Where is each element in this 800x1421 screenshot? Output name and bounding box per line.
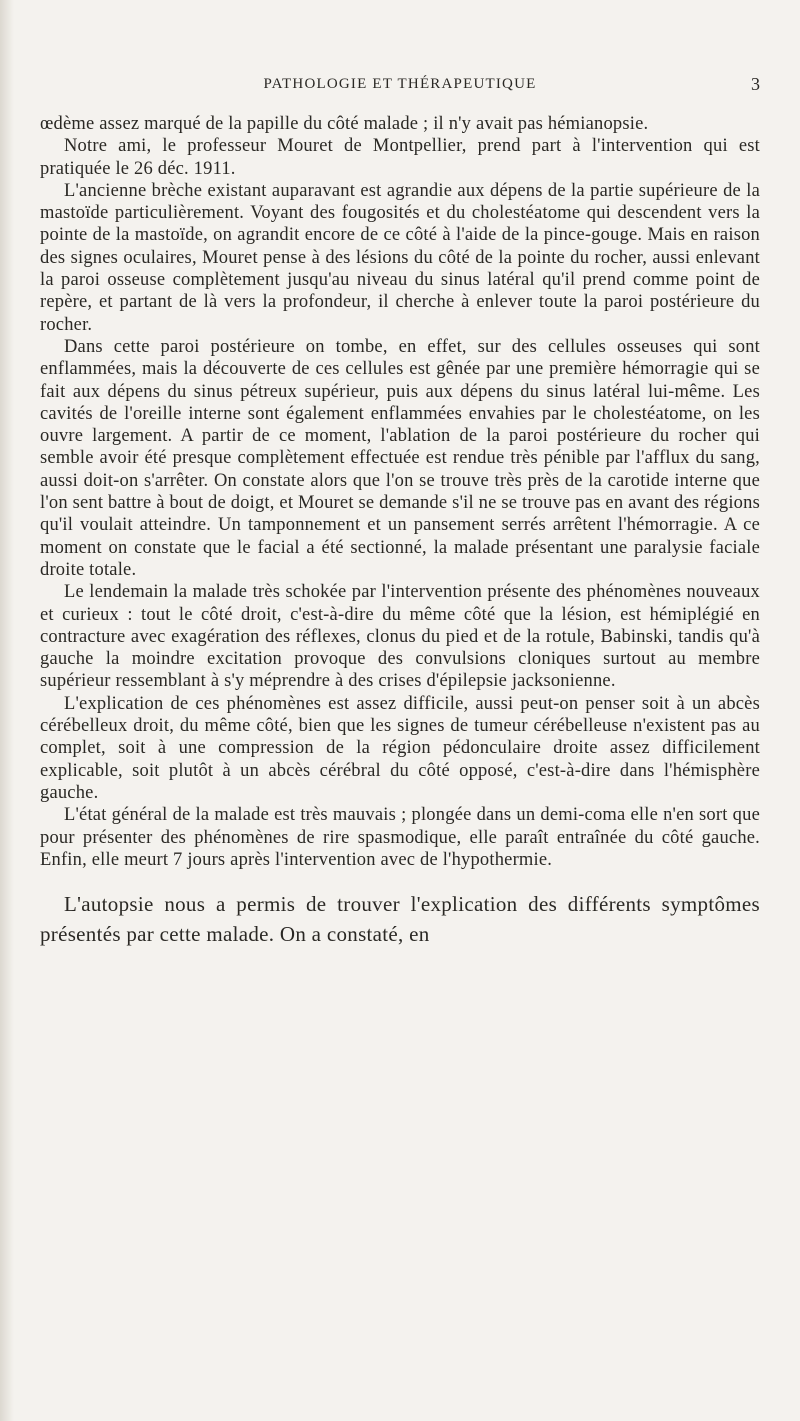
paragraph-autopsy: L'autopsie nous a permis de trouver l'explication des différents symptômes présentés par cette malade. On a constaté, en xyxy=(40,892,760,947)
paragraph: L'état général de la malade est très mauvais ; plongée dans un demi-coma elle n'en sort que pour présenter des phénomènes de rire spasmodique, elle paraît entraînée du côté gauche. Enfin, elle meurt 7 jours après l'intervention avec de l'hypothermie. xyxy=(40,805,760,870)
running-title: PATHOLOGIE ET THÉRAPEUTIQUE xyxy=(263,76,537,92)
page-edge-shadow xyxy=(0,0,14,1421)
running-head xyxy=(40,74,760,98)
paragraph: Notre ami, le professeur Mouret de Montpellier, prend part à l'intervention qui est pratiquée le 26 déc. 1911. xyxy=(40,136,760,179)
body-text xyxy=(40,113,760,949)
paragraph: L'explication de ces phénomènes est assez difficile, aussi peut-on penser soit à un abcès cérébelleux droit, du même côté, bien que les signes de tumeur cérébelleuse n'existent pas au complet, soit à une compression de la région pédonculaire droite assez difficilement explicable, soit plutôt à un abcès cérébral du côté opposé, c'est-à-dire dans l'hémisphère gauche. xyxy=(40,693,760,803)
page-number: 3 xyxy=(751,74,760,94)
paragraph: œdème assez marqué de la papille du côté malade ; il n'y avait pas hémianopsie. xyxy=(40,114,649,134)
paragraph: Le lendemain la malade très schokée par l'intervention présente des phénomènes nouveaux et curieux : tout le côté droit, c'est-à-dire du même côté que la lésion, est hémiplégié en contracture avec exagération des réflexes, clonus du pied et de la rotule, Babinski, tandis qu'à gauche la moindre excitation provoque des convulsions cloniques surtout au membre supérieur ressemblant à s'y méprendre à des crises d'épilepsie jacksonienne. xyxy=(40,582,760,692)
paragraph: L'ancienne brèche existant auparavant est agrandie aux dépens de la partie supérieure de la mastoïde particulièrement. Voyant des fougosités et du cholestéatome qui descendent vers la pointe de la mastoïde, on agrandit encore de ce côté à l'aide de la pince-gouge. Mais en raison des signes oculaires, Mouret pense à des lésions du côté de la pointe du rocher, aussi enlevant la paroi osseuse complètement jusqu'au niveau du sinus latéral qu'il prend comme point de repère, et partant de là vers la profondeur, il cherche à enlever toute la paroi postérieure du rocher. xyxy=(40,180,760,335)
paragraph: Dans cette paroi postérieure on tombe, en effet, sur des cellules osseuses qui sont enflammées, mais la découverte de ces cellules est gênée par une première hémorragie qui se fait aux dépens du sinus pétreux supérieur, puis aux dépens du sinus latéral lui-même. Les cavités de l'oreille interne sont également enflammées envahies par le cholestéatome, on les ouvre largement. A partir de ce moment, l'ablation de la paroi postérieure du rocher qui semble avoir été presque complètement effectuée est rendue très pénible par l'afflux du sang, aussi doit-on s'arrêter. On constate alors que l'on se trouve très près de la carotide interne que l'on sent battre à bout de doigt, et Mouret se demande s'il ne se trouve pas en avant des régions qu'il voulait atteindre. Un tamponnement et un pansement serrés arrêtent l'hémorragie. A ce moment on constate que le facial a été sectionné, la malade présentant une paralysie faciale droite totale. xyxy=(40,336,760,580)
